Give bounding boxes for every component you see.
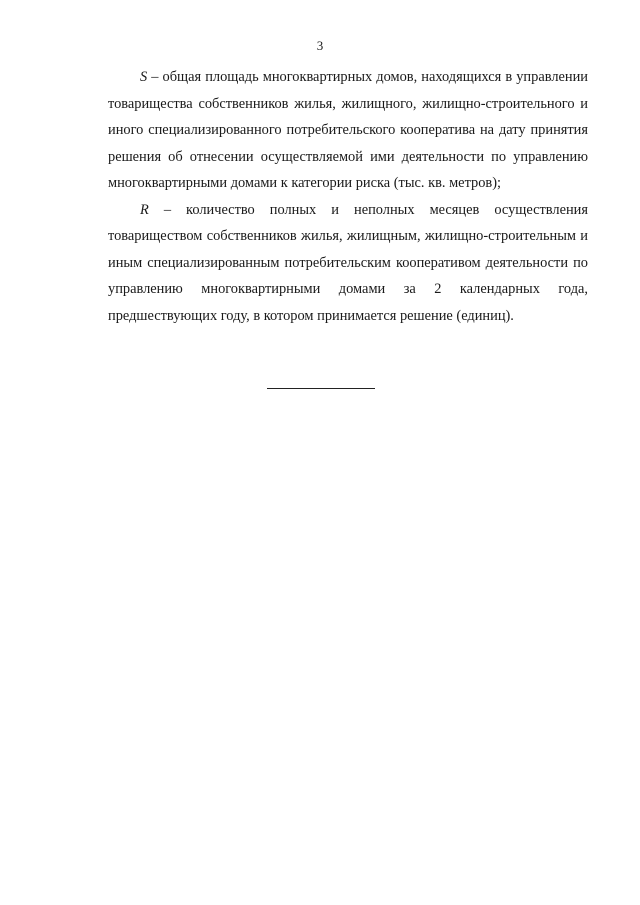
page-number: 3	[316, 38, 324, 53]
variable-s: S	[140, 69, 148, 85]
paragraph-s-definition	[108, 64, 588, 197]
paragraph-r-text: – количество полных и неполных месяцев осуществления товариществом собственников жилья, жилищным, жилищно-строительным и иным специализированным потребительским кооперативом деятельности по управлению многоквартирными домами за 2 календарных года, предшествующих году, в котором принимается решение (единиц).	[108, 201, 588, 324]
separator-line	[267, 388, 375, 389]
document-body	[108, 64, 588, 329]
variable-r: R	[140, 201, 149, 218]
paragraph-r-definition	[108, 197, 588, 330]
paragraph-s-text: – общая площадь многоквартирных домов, находящихся в управлении товарищества собственников жилья, жилищного, жилищно-строительного и иного специализированного потребительского кооператива на дату принятия решения об отнесении осуществляемой ими деятельности по управлению многоквартирными домами к категории риска (тыс. кв. метров);	[108, 69, 588, 191]
